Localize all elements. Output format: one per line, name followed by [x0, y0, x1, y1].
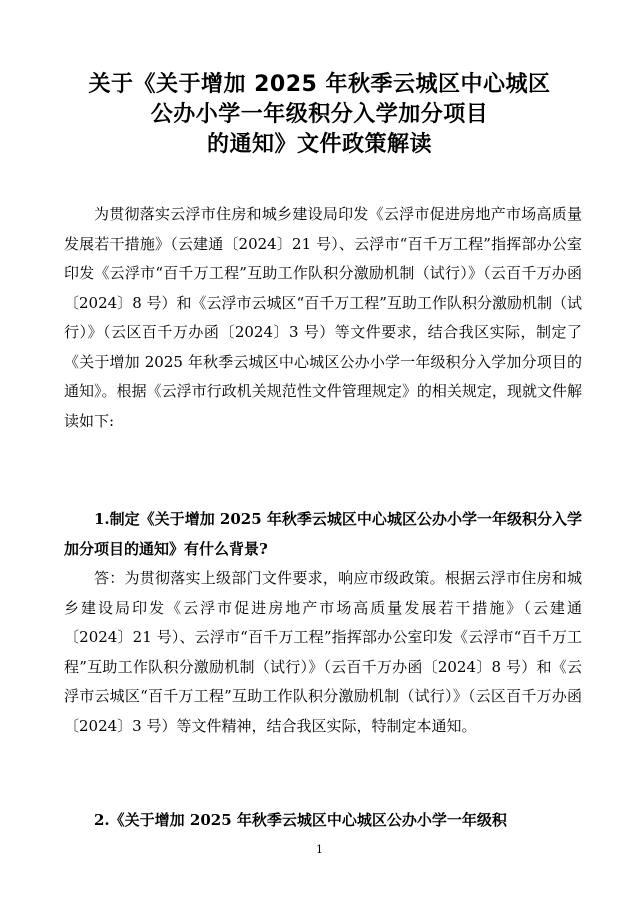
page-number: 1 — [316, 843, 323, 856]
document-title — [60, 70, 579, 160]
intro-paragraph: 为贯彻落实云浮市住房和城乡建设局印发《云浮市促进房地产市场高质量发展若干措施》（云建通〔2024〕21 号）、云浮市“百千万工程”指挥部办公室印发《云浮市“百千万工程”互助工作队积分激励机制（试行）》（云百千万办函〔2024〕8 号）和《云浮市云城区“百千万工程”互助工作队积分激励机制（试行）》（云区百千万办函〔2024〕3 号）等文件要求，结合我区实际，制定了《关于增加 2025 年秋季云城区中心城区公办小学一年级积分入学加分项目的通知》。根据《云浮市行政机关规范性文件管理规定》的相关规定，现就文件解读如下: — [64, 205, 582, 430]
title-line-1: 关于《关于增加 2025 年秋季云城区中心城区 — [88, 72, 551, 97]
title-line-2: 公办小学一年级积分入学加分项目 — [150, 102, 489, 127]
question-2-section — [64, 806, 582, 836]
question-2-heading: 2.《关于增加 2025 年秋季云城区中心城区公办小学一年级积 — [94, 811, 507, 829]
question-1-heading: 1.制定《关于增加 2025 年秋季云城区中心城区公办小学一年级积分入学加分项目的通知》有什么背景? — [64, 510, 582, 558]
question-1-section — [64, 505, 582, 741]
question-1-answer: 答：为贯彻落实上级部门文件要求，响应市级政策。根据云浮市住房和城乡建设局印发《云浮市促进房地产市场高质量发展若干措施》（云建通〔2024〕21 号）、云浮市“百千万工程”指挥部办公室印发《云浮市“百千万工程”互助工作队积分激励机制（试行）》（云百千万办函〔2024〕8 号）和《云浮市云城区“百千万工程”互助工作队积分激励机制（试行）》（云区百千万办函〔2024〕3 号）等文件精神，结合我区实际，特制定本通知。 — [64, 569, 582, 735]
title-line-3: 的通知》文件政策解读 — [206, 132, 432, 157]
intro-section — [64, 200, 582, 436]
